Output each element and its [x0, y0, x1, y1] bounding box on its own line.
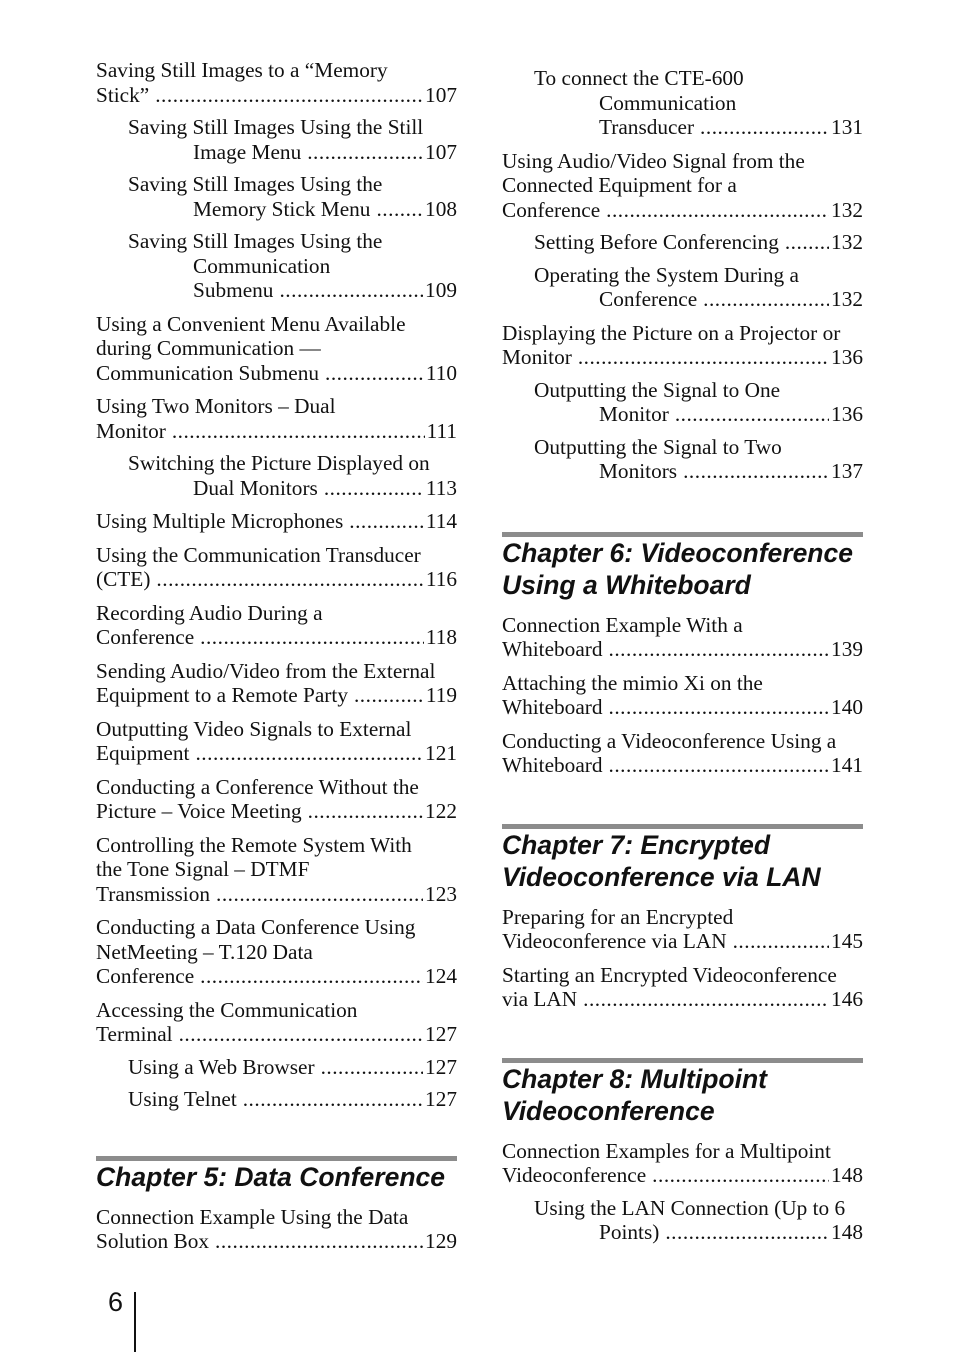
toc-entry[interactable]	[502, 149, 863, 223]
toc-entry-label: Conference	[96, 625, 195, 649]
toc-entry-label: Memory Stick Menu	[193, 196, 371, 221]
toc-page-number: 113	[425, 475, 457, 500]
dot-leader	[155, 83, 423, 108]
toc-entry[interactable]	[96, 509, 457, 534]
toc-entry[interactable]	[502, 613, 863, 662]
footer-rule	[134, 1292, 136, 1352]
toc-entry[interactable]	[96, 998, 457, 1047]
toc-entry[interactable]	[96, 659, 457, 708]
toc-entry-label: Equipment to a Remote Party	[96, 683, 348, 707]
dot-leader	[195, 741, 423, 766]
toc-entry-line: Outputting the Signal to Two	[534, 434, 782, 459]
toc-entry[interactable]	[502, 1196, 863, 1245]
toc-entry-line: Outputting the Signal to One	[534, 377, 781, 402]
dot-leader	[243, 1087, 423, 1112]
toc-entry[interactable]	[96, 312, 457, 386]
dot-leader	[172, 419, 425, 444]
toc-entry-label: Monitor	[96, 418, 166, 443]
dot-leader	[324, 476, 424, 501]
toc-right-column	[502, 58, 863, 1245]
dot-leader	[307, 140, 423, 165]
toc-entry-label: via LAN	[502, 987, 578, 1011]
toc-entry-label: Terminal	[96, 1022, 173, 1046]
toc-entry[interactable]	[96, 601, 457, 650]
toc-entry-label: Monitors	[599, 459, 678, 483]
toc-entry-label: Using Telnet	[128, 1087, 237, 1111]
toc-entry-line: Conducting a Data Conference Using	[96, 915, 416, 939]
toc-page-number: 132	[831, 197, 863, 222]
chapter-5-entries	[96, 1205, 457, 1254]
toc-entry-line: Using a Convenient Menu Available	[96, 311, 406, 336]
dot-leader	[325, 361, 424, 386]
toc-entry-label: Solution Box	[96, 1229, 210, 1253]
toc-page-number: 137	[831, 459, 863, 483]
toc-page-number: 124	[425, 964, 457, 988]
chapter-8-entries	[502, 1139, 863, 1245]
chapter-6-title	[502, 537, 863, 601]
dot-leader	[606, 198, 829, 223]
toc-page-number: 111	[426, 418, 457, 443]
toc-entry-line: Attaching the mimio Xi on the	[502, 670, 763, 695]
toc-page-number: 108	[425, 196, 457, 221]
toc-entry-label: Transducer	[599, 115, 695, 139]
toc-entry[interactable]	[96, 1055, 457, 1080]
toc-entry-line: Using Two Monitors – Dual	[96, 394, 336, 418]
toc-page-number: 127	[425, 1022, 457, 1046]
dot-leader	[703, 287, 829, 312]
toc-entry-line: Communication	[193, 253, 331, 278]
toc-entry-label: Videoconference	[502, 1163, 647, 1187]
toc-entry-line: Sending Audio/Video from the External	[96, 658, 436, 683]
toc-entry-label: Equipment	[96, 741, 190, 765]
toc-entry[interactable]	[96, 717, 457, 766]
toc-entry[interactable]	[96, 451, 457, 500]
toc-entry-label: Conference	[96, 964, 195, 988]
toc-entry[interactable]	[502, 263, 863, 312]
toc-entry-line: Saving Still Images Using the	[128, 172, 383, 196]
dot-leader	[354, 683, 424, 708]
toc-entry-label: Videoconference via LAN	[502, 929, 727, 953]
dot-leader	[609, 753, 830, 778]
toc-page-number: 127	[425, 1054, 457, 1079]
toc-entry[interactable]	[502, 321, 863, 370]
chapter-7-title-line: Chapter 7: Encrypted	[502, 829, 771, 860]
toc-entry[interactable]	[96, 1087, 457, 1112]
toc-page-number: 107	[425, 139, 457, 164]
toc-entry-line: during Communication —	[96, 336, 321, 360]
toc-entry[interactable]	[96, 915, 457, 989]
toc-entry[interactable]	[502, 963, 863, 1012]
toc-entry-line: Using Audio/Video Signal from the	[502, 148, 805, 173]
toc-page-number: 132	[831, 230, 863, 254]
toc-page-number: 122	[425, 799, 457, 823]
dot-leader	[376, 197, 423, 222]
toc-entry-line: Switching the Picture Displayed on	[128, 451, 430, 475]
chapter-8-heading-block	[502, 1058, 863, 1127]
toc-entry-line: the Tone Signal – DTMF	[96, 857, 310, 881]
toc-entry-label: Image Menu	[193, 139, 302, 164]
toc-entry[interactable]	[96, 543, 457, 592]
toc-entry[interactable]	[502, 671, 863, 720]
toc-entry[interactable]	[96, 1205, 457, 1254]
toc-entry-label: Setting Before Conferencing	[534, 230, 779, 254]
dot-leader	[215, 1229, 423, 1254]
toc-page-number: 140	[831, 695, 863, 719]
toc-entry-label: Communication Submenu	[96, 360, 320, 385]
toc-page-number: 109	[425, 278, 457, 302]
toc-page-number: 127	[425, 1087, 457, 1111]
toc-entry-label: Monitor	[502, 345, 572, 369]
chapter-5-title: Chapter 5: Data Conference	[96, 1161, 446, 1192]
dot-leader	[156, 567, 423, 592]
toc-page-number: 141	[831, 753, 863, 777]
toc-entry[interactable]	[96, 58, 457, 107]
toc-page-number: 123	[425, 881, 457, 906]
toc-entry-line: Operating the System During a	[534, 262, 799, 287]
toc-entry-label: Points)	[599, 1220, 660, 1244]
dot-leader	[609, 695, 830, 720]
toc-entry-label: Using a Web Browser	[128, 1054, 315, 1079]
chapter-6-title-line: Chapter 6: Videoconference	[502, 537, 853, 568]
dot-leader	[578, 345, 829, 370]
toc-entry-line: Saving Still Images to a “Memory	[96, 58, 388, 82]
chapter-7-entries	[502, 905, 863, 1012]
toc-page-number: 145	[831, 929, 863, 953]
toc-entry-label: Submenu	[193, 278, 274, 302]
dot-leader	[785, 230, 829, 255]
toc-entry[interactable]	[502, 230, 863, 255]
dot-leader	[200, 625, 424, 650]
toc-entry[interactable]	[502, 729, 863, 778]
toc-entry-line: Conducting a Videoconference Using a	[502, 728, 837, 753]
toc-entry-label: Transmission	[96, 881, 211, 906]
toc-entry-line: Connection Examples for a Multipoint	[502, 1138, 831, 1163]
toc-entry-label: Monitor	[599, 402, 669, 426]
dot-leader	[349, 509, 424, 534]
toc-entry-line: Starting an Encrypted Videoconference	[502, 962, 837, 987]
toc-page-number: 114	[425, 509, 457, 533]
chapter-6-title-line: Using a Whiteboard	[502, 569, 751, 600]
toc-entry-label: Conference	[599, 287, 698, 311]
toc-entry-line: To connect the CTE-600	[534, 66, 744, 90]
toc-page-number: 116	[425, 567, 457, 591]
toc-page-number: 148	[831, 1163, 863, 1187]
dot-leader	[683, 459, 829, 484]
toc-entry-line: Accessing the Communication	[96, 997, 358, 1022]
toc-entry-label: Conference	[502, 197, 601, 222]
toc-page-number: 131	[831, 115, 863, 139]
dot-leader	[700, 115, 829, 140]
toc-page-number: 119	[425, 683, 457, 707]
toc-page-number: 136	[831, 345, 863, 369]
chapter-5-heading-block	[96, 1156, 457, 1193]
toc-entry-line: Connection Example Using the Data	[96, 1204, 409, 1229]
toc-entry[interactable]	[96, 172, 457, 221]
toc-entry[interactable]	[502, 66, 863, 140]
toc-entry-line: Controlling the Remote System With	[96, 832, 412, 857]
toc-entry-label: (CTE)	[96, 567, 151, 591]
toc-entry-line: Connection Example With a	[502, 612, 743, 637]
toc-entry-group	[502, 66, 863, 484]
toc-entry-label: Whiteboard	[502, 753, 603, 777]
toc-page-number: 139	[831, 637, 863, 661]
dot-leader	[279, 278, 423, 303]
toc-entry-line: Saving Still Images Using the	[128, 229, 383, 253]
chapter-7-title	[502, 829, 863, 893]
toc-left-column	[96, 58, 457, 1254]
toc-entry-line: NetMeeting – T.120 Data	[96, 939, 313, 964]
toc-entry[interactable]	[96, 833, 457, 907]
toc-entry[interactable]	[502, 1139, 863, 1188]
toc-entry-group	[96, 58, 457, 1112]
toc-entry[interactable]	[96, 229, 457, 303]
toc-entry-line: Saving Still Images Using the Still	[128, 115, 424, 139]
chapter-8-title-line: Chapter 8: Multipoint	[502, 1063, 767, 1094]
dot-leader	[733, 929, 829, 954]
toc-entry[interactable]	[502, 378, 863, 427]
toc-page-number: 107	[425, 82, 457, 107]
chapter-6-heading-block	[502, 532, 863, 601]
dot-leader	[308, 799, 423, 824]
dot-leader	[609, 637, 830, 662]
toc-page-number: 136	[831, 402, 863, 426]
chapter-8-title-line: Videoconference	[502, 1095, 715, 1126]
toc-entry-line: Displaying the Picture on a Projector or	[502, 320, 841, 345]
toc-entry-line: Recording Audio During a	[96, 600, 323, 625]
toc-entry-label: Stick”	[96, 82, 150, 107]
toc-entry-line: Conducting a Conference Without the	[96, 774, 419, 799]
toc-entry[interactable]	[502, 435, 863, 484]
toc-page-number: 146	[831, 987, 863, 1011]
toc-entry[interactable]	[96, 115, 457, 164]
toc-page-number: 118	[425, 625, 457, 649]
toc-entry-line: Preparing for an Encrypted	[502, 904, 734, 929]
chapter-7-title-line: Videoconference via LAN	[502, 861, 821, 892]
dot-leader	[321, 1055, 423, 1080]
toc-entry-line: Using the LAN Connection (Up to 6	[534, 1195, 846, 1220]
toc-entry-label: Using Multiple Microphones	[96, 509, 344, 533]
dot-leader	[652, 1163, 829, 1188]
page-number: 6	[108, 1287, 124, 1317]
chapter-6-entries	[502, 613, 863, 778]
dot-leader	[179, 1022, 423, 1047]
toc-entry[interactable]	[502, 905, 863, 954]
toc-page-number: 148	[831, 1220, 863, 1244]
dot-leader	[200, 964, 423, 989]
toc-entry-label: Whiteboard	[502, 637, 603, 661]
toc-page-number: 110	[425, 360, 457, 385]
toc-entry-label: Whiteboard	[502, 695, 603, 719]
toc-entry-label: Picture – Voice Meeting	[96, 799, 302, 823]
dot-leader	[583, 987, 829, 1012]
toc-entry-line: Communication	[599, 90, 737, 115]
toc-page-number: 121	[425, 741, 457, 765]
chapter-7-heading-block	[502, 824, 863, 893]
toc-entry-line: Connected Equipment for a	[502, 173, 737, 197]
dot-leader	[675, 402, 829, 427]
chapter-8-title	[502, 1063, 863, 1127]
toc-page-number: 129	[425, 1229, 457, 1253]
toc-page-number: 132	[831, 287, 863, 311]
toc-entry[interactable]	[96, 394, 457, 443]
dot-leader	[216, 882, 423, 907]
toc-entry-label: Dual Monitors	[193, 475, 318, 500]
toc-entry-line: Using the Communication Transducer	[96, 542, 421, 567]
dot-leader	[665, 1220, 829, 1245]
toc-entry-line: Outputting Video Signals to External	[96, 716, 412, 741]
toc-entry[interactable]	[96, 775, 457, 824]
